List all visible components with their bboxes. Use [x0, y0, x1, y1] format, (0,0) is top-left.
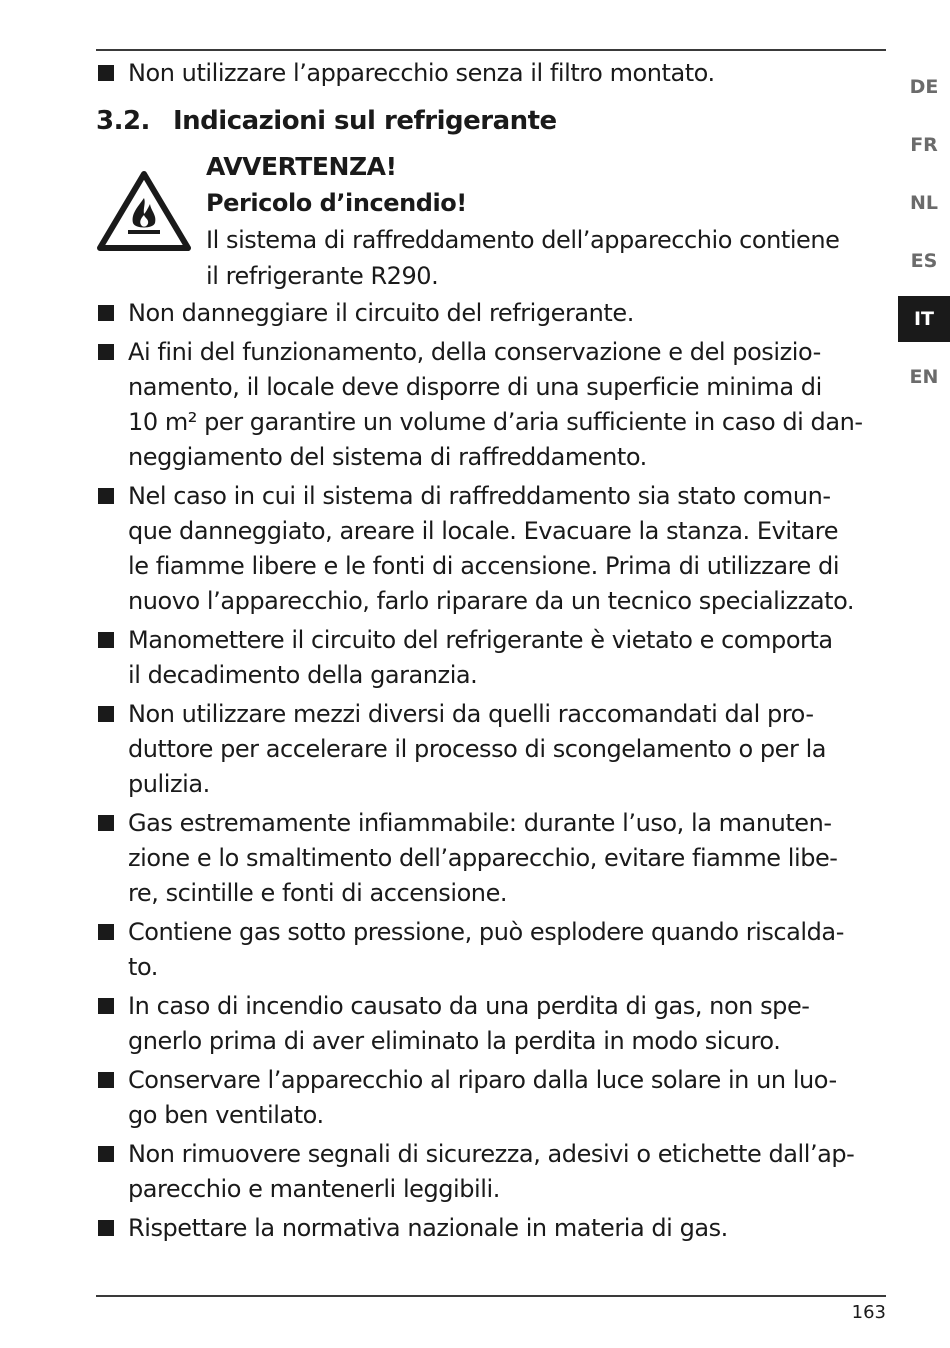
bullet-square-icon — [98, 1146, 114, 1162]
tab-language-de[interactable]: DE — [909, 76, 939, 98]
list-item — [96, 806, 896, 911]
bullet-text: Gas estremamente infiammabile: durante l’uso, la manuten- — [128, 809, 832, 837]
bullet-text: Manomettere il circuito del refrigerante è vietato e comporta — [128, 626, 833, 654]
tab-language-en[interactable]: EN — [909, 366, 939, 388]
section-number: 3.2. — [96, 106, 150, 136]
bullet-text: le fiamme libere e le fonti di accensione. Prima di utilizzare di — [128, 552, 840, 580]
bullet-square-icon — [98, 815, 114, 831]
intro-bullet — [96, 56, 896, 91]
bullet-text: go ben ventilato. — [128, 1101, 324, 1129]
bullet-text: Non utilizzare mezzi diversi da quelli raccomandati dal pro- — [128, 700, 814, 728]
list-item — [96, 1063, 896, 1133]
warning-subtitle: Pericolo d’incendio! — [206, 189, 467, 217]
bullet-square-icon — [98, 65, 114, 81]
bullet-square-icon — [98, 488, 114, 504]
bullet-text: re, scintille e fonti di accensione. — [128, 879, 508, 907]
bullet-text: pulizia. — [128, 770, 210, 798]
list-item — [96, 623, 896, 693]
bullet-text: Nel caso in cui il sistema di raffreddamento sia stato comun- — [128, 482, 831, 510]
bullet-square-icon — [98, 632, 114, 648]
top-rule — [96, 49, 886, 51]
bullet-text: Contiene gas sotto pressione, può esplodere quando riscalda- — [128, 918, 844, 946]
flammable-warning-triangle-icon — [96, 168, 192, 254]
bullet-text: gnerlo prima di aver eliminato la perdita in modo sicuro. — [128, 1027, 781, 1055]
bullet-square-icon — [98, 305, 114, 321]
list-item — [96, 1211, 896, 1246]
list-item — [96, 335, 896, 475]
bullet-square-icon — [98, 706, 114, 722]
bullet-text: Rispettare la normativa nazionale in materia di gas. — [128, 1214, 728, 1242]
tab-language-es[interactable]: ES — [910, 250, 938, 272]
bullet-text: to. — [128, 953, 158, 981]
bullet-text: 10 m² per garantire un volume d’aria sufficiente in caso di dan- — [128, 408, 863, 436]
page-content — [96, 56, 896, 1250]
warning-box — [96, 148, 896, 294]
bullet-text: il decadimento della garanzia. — [128, 661, 478, 689]
tab-language-fr[interactable]: FR — [910, 134, 938, 156]
bullet-text: nuovo l’apparecchio, farlo riparare da un tecnico specializzato. — [128, 587, 855, 615]
tab-language-it[interactable]: IT — [898, 296, 950, 342]
list-item — [96, 915, 896, 985]
warning-body — [206, 222, 896, 294]
bullet-text: parecchio e mantenerli leggibili. — [128, 1175, 500, 1203]
bullet-text: Ai fini del funzionamento, della conservazione e del posizio- — [128, 338, 821, 366]
bullet-text: que danneggiato, areare il locale. Evacuare la stanza. Evitare — [128, 517, 839, 545]
list-item — [96, 1137, 896, 1207]
bullet-text: Non utilizzare l’apparecchio senza il filtro montato. — [128, 59, 715, 87]
list-item — [96, 479, 896, 619]
list-item — [96, 989, 896, 1059]
bullet-text: zione e lo smaltimento dell’apparecchio, evitare fiamme libe- — [128, 844, 838, 872]
section-title: Indicazioni sul refrigerante — [173, 106, 557, 136]
bullet-text: In caso di incendio causato da una perdita di gas, non spe- — [128, 992, 810, 1020]
bullet-square-icon — [98, 1220, 114, 1236]
bullet-square-icon — [98, 1072, 114, 1088]
list-item — [96, 697, 896, 802]
bullet-text: namento, il locale deve disporre di una superficie minima di — [128, 373, 822, 401]
list-item — [96, 296, 896, 331]
warning-body-line: Il sistema di raffreddamento dell’apparecchio contiene — [206, 226, 840, 254]
bullet-square-icon — [98, 998, 114, 1014]
bullet-text: duttore per accelerare il processo di scongelamento o per la — [128, 735, 827, 763]
bullet-text: Non danneggiare il circuito del refrigerante. — [128, 299, 634, 327]
bullet-list — [96, 296, 896, 1246]
bullet-square-icon — [98, 924, 114, 940]
bullet-text: neggiamento del sistema di raffreddamento. — [128, 443, 647, 471]
language-tabs — [898, 58, 950, 406]
bottom-rule — [96, 1295, 886, 1297]
bullet-text: Non rimuovere segnali di sicurezza, adesivi o etichette dall’ap- — [128, 1140, 855, 1168]
warning-body-line: il refrigerante R290. — [206, 262, 439, 290]
tab-language-nl[interactable]: NL — [909, 192, 938, 214]
bullet-square-icon — [98, 344, 114, 360]
page-number: 163 — [851, 1302, 886, 1323]
section-heading — [96, 104, 896, 138]
warning-title: AVVERTENZA! — [206, 152, 397, 181]
bullet-text: Conservare l’apparecchio al riparo dalla luce solare in un luo- — [128, 1066, 837, 1094]
